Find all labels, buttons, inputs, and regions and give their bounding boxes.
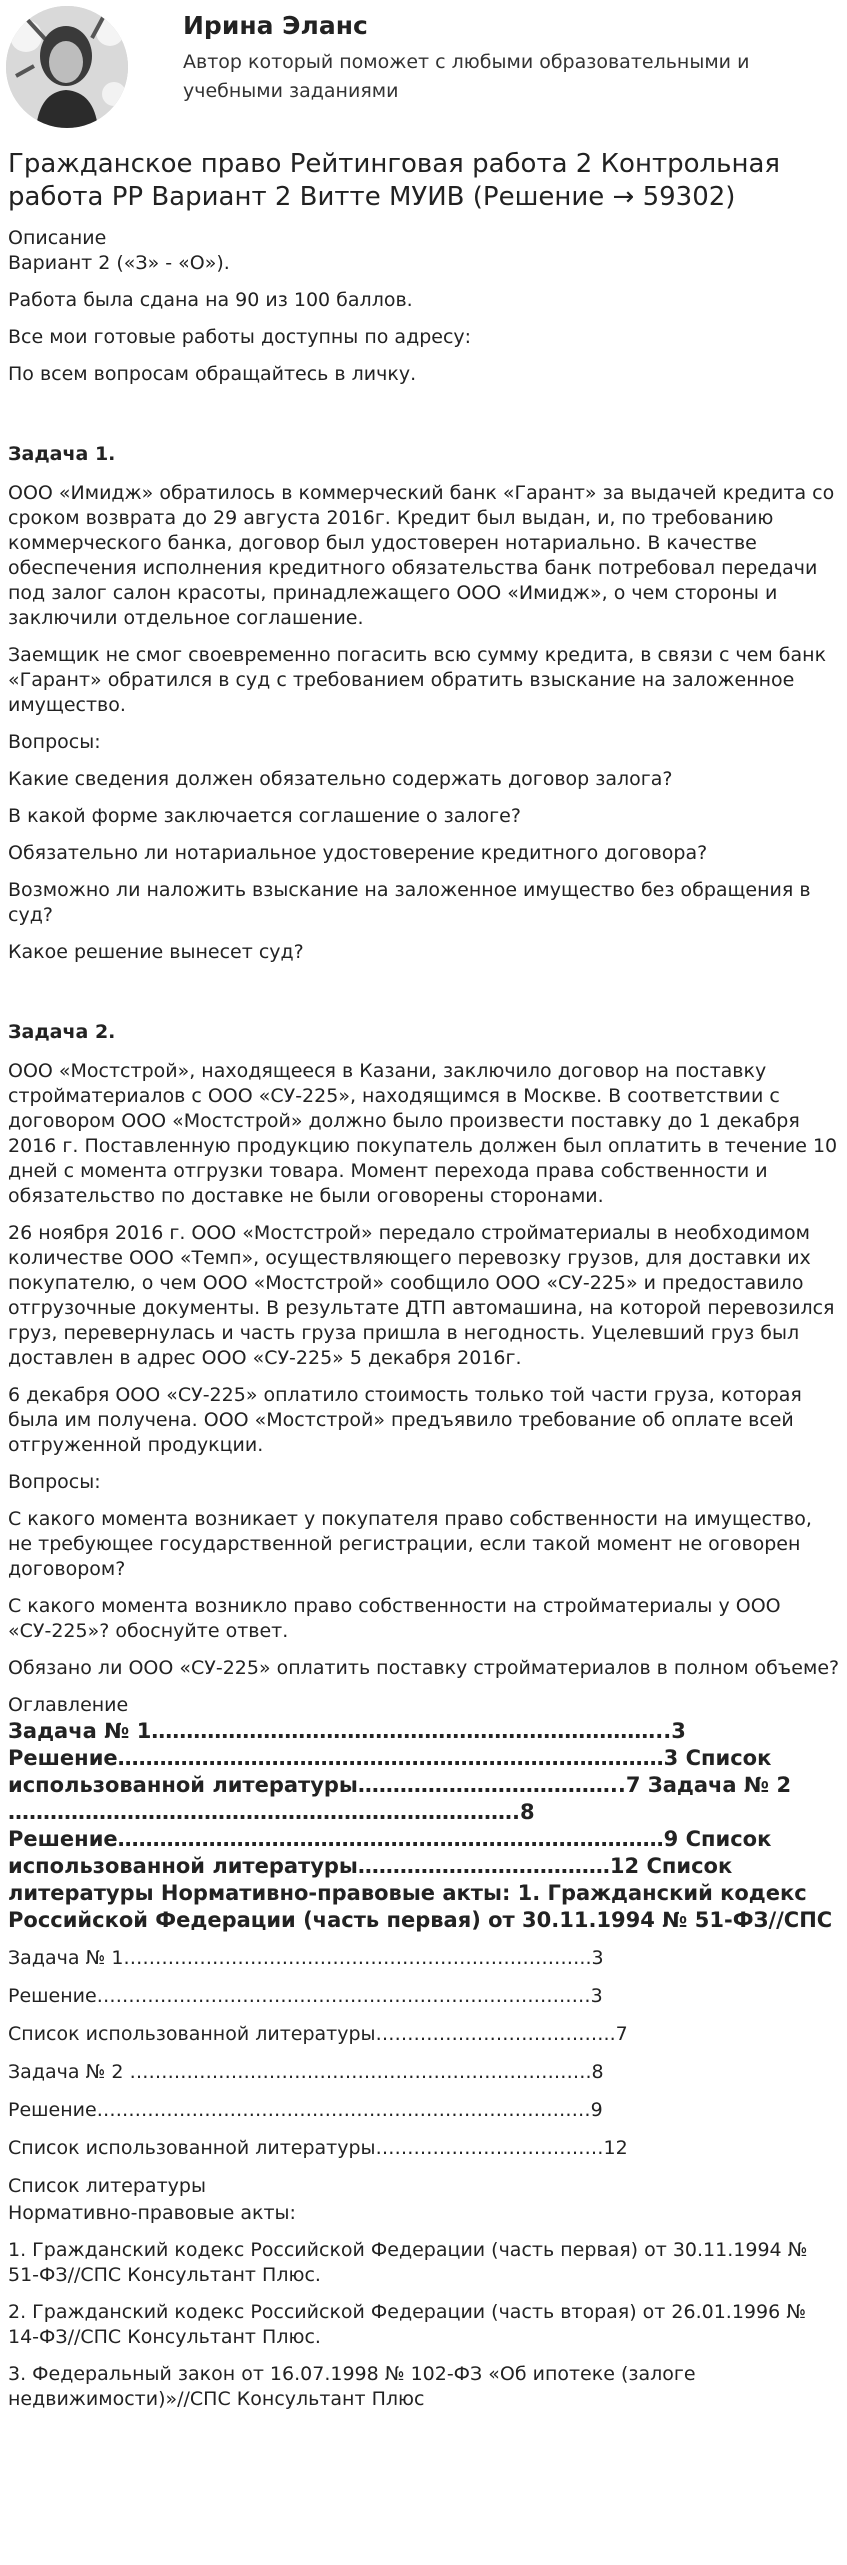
- intro-contact: По всем вопросам обращайтесь в личку.: [8, 363, 417, 385]
- toc-line: Задача № 1………………………………………………………………..3: [8, 1947, 604, 1969]
- task1-question: Обязательно ли нотариальное удостоверение кредитного договора?: [8, 842, 708, 864]
- task1-paragraph: Заемщик не смог своевременно погасить всю сумму кредита, в связи с чем банк «Гарант» обратился в суд с требованием обратить взыскание на заложенное имущество.: [8, 644, 827, 716]
- task2-paragraph: ООО «Мостстрой», находящееся в Казани, заключило договор на поставку стройматериалов с ООО «СУ-225», находящимся в Москве. В соответствии с договором ООО «Мостстрой» должно было произвести поставку до 1 декабря 2016 г. Поставленную продукцию покупатель должен был оплатить в течение 10 дней с момента отгрузки товара. Момент перехода права собственности и обязательство по доставке не были оговорены сторонами.: [8, 1060, 838, 1207]
- document-content: [8, 148, 840, 2424]
- task1-paragraph: ООО «Имидж» обратилось в коммерческий банк «Гарант» за выдачей кредита со сроком возврата до 29 августа 2016г. Кредит был выдан, и, по требованию коммерческого банка, договор был удостоверен нотариально. В качестве обеспечения исполнения кредитного обязательства банк потребовал передачи под залог салон красоты, принадлежащего ООО «Имидж», о чем стороны и заключили отдельное соглашение.: [8, 482, 835, 629]
- author-avatar[interactable]: [6, 6, 128, 128]
- spacer: [8, 399, 840, 442]
- task2-paragraph: 26 ноября 2016 г. ООО «Мостстрой» передало стройматериалы в необходимом количестве ООО «Темп», осуществляющего перевозку грузов, для доставки их покупателю, о чем ООО «Мостстрой» сообщило ООО «СУ-225» и предоставило отгрузочные документы. В результате ДТП автомашина, на которой перевозился груз, перевернулась и часть груза пришла в негодность. Уцелевший груз был доставлен в адрес ООО «СУ-225» 5 декабря 2016г.: [8, 1222, 835, 1369]
- task1-questions-label: Вопросы:: [8, 731, 101, 753]
- toc-bold-block: Задача № 1………………………………………………………………..3 Решение……………………………………………………………………3 Список использованной литературы………………………………..7 Задача № 2 ……………………………………………………………….8 Решение……………………………………………………………………9 Список использованной литературы………………………………12 Список литературы Нормативно-правовые акты: 1. Гражданский кодекс Российской Федерации (часть первая) от 30.11.1994 № 51-ФЗ//СПС: [8, 1719, 833, 1932]
- task1-title: Задача 1.: [8, 443, 116, 465]
- toc-line: Список использованной литературы………………………………..7: [8, 2023, 628, 2045]
- avatar-photo-icon: [6, 6, 128, 128]
- toc-label: Оглавление: [8, 1694, 129, 1716]
- author-header: [0, 0, 847, 140]
- toc-line: Решение……………………………………………………………………3: [8, 1985, 603, 2007]
- author-description: Автор который поможет с любыми образовательными и учебными заданиями: [183, 51, 750, 102]
- task2-question: С какого момента возникает у покупателя право собственности на имущество, не требующее государственной регистрации, если такой момент не оговорен договором?: [8, 1508, 812, 1580]
- toc-line: Задача № 2 ……………………………………………………………….8: [8, 2061, 604, 2083]
- toc-line: Список использованной литературы………………………………12: [8, 2137, 628, 2159]
- intro-variant: Вариант 2 («З» - «О»).: [8, 252, 230, 274]
- author-name[interactable]: Ирина Эланс: [183, 11, 368, 40]
- description-label: Описание: [8, 227, 107, 249]
- reference-item: 2. Гражданский кодекс Российской Федерации (часть вторая) от 26.01.1996 № 14-ФЗ//СПС Консультант Плюс.: [8, 2301, 806, 2348]
- task1-question: Какое решение вынесет суд?: [8, 941, 304, 963]
- reference-item: 1. Гражданский кодекс Российской Федерации (часть первая) от 30.11.1994 № 51-ФЗ//СПС Консультант Плюс.: [8, 2239, 808, 2286]
- task1-question: В какой форме заключается соглашение о залоге?: [8, 805, 521, 827]
- task2-title: Задача 2.: [8, 1021, 116, 1043]
- page-title: Гражданское право Рейтинговая работа 2 Контрольная работа РР Вариант 2 Витте МУИВ (Решение → 59302): [8, 149, 781, 212]
- intro-works-address: Все мои готовые работы доступны по адресу:: [8, 326, 472, 348]
- task2-questions-label: Вопросы:: [8, 1471, 101, 1493]
- intro-score: Работа была сдана на 90 из 100 баллов.: [8, 289, 413, 311]
- reference-item: 3. Федеральный закон от 16.07.1998 № 102-ФЗ «Об ипотеке (залоге недвижимости)»//СПС Консультант Плюс: [8, 2363, 696, 2410]
- task2-paragraph: 6 декабря ООО «СУ-225» оплатило стоимость только той части груза, которая была им получена. ООО «Мостстрой» предъявило требование об оплате всей отгруженной продукции.: [8, 1384, 802, 1456]
- task2-question: С какого момента возникло право собственности на стройматериалы у ООО «СУ-225»? обоснуйте ответ.: [8, 1595, 781, 1642]
- task2-question: Обязано ли ООО «СУ-225» оплатить поставку стройматериалов в полном объеме?: [8, 1657, 840, 1679]
- toc-line: Решение……………………………………………………………………9: [8, 2099, 603, 2121]
- spacer: [8, 977, 840, 1020]
- refs-label: Список литературы: [8, 2175, 206, 2197]
- task1-question: Возможно ли наложить взыскание на заложенное имущество без обращения в суд?: [8, 879, 811, 926]
- refs-sublabel: Нормативно-правовые акты:: [8, 2202, 296, 2224]
- task1-question: Какие сведения должен обязательно содержать договор залога?: [8, 768, 673, 790]
